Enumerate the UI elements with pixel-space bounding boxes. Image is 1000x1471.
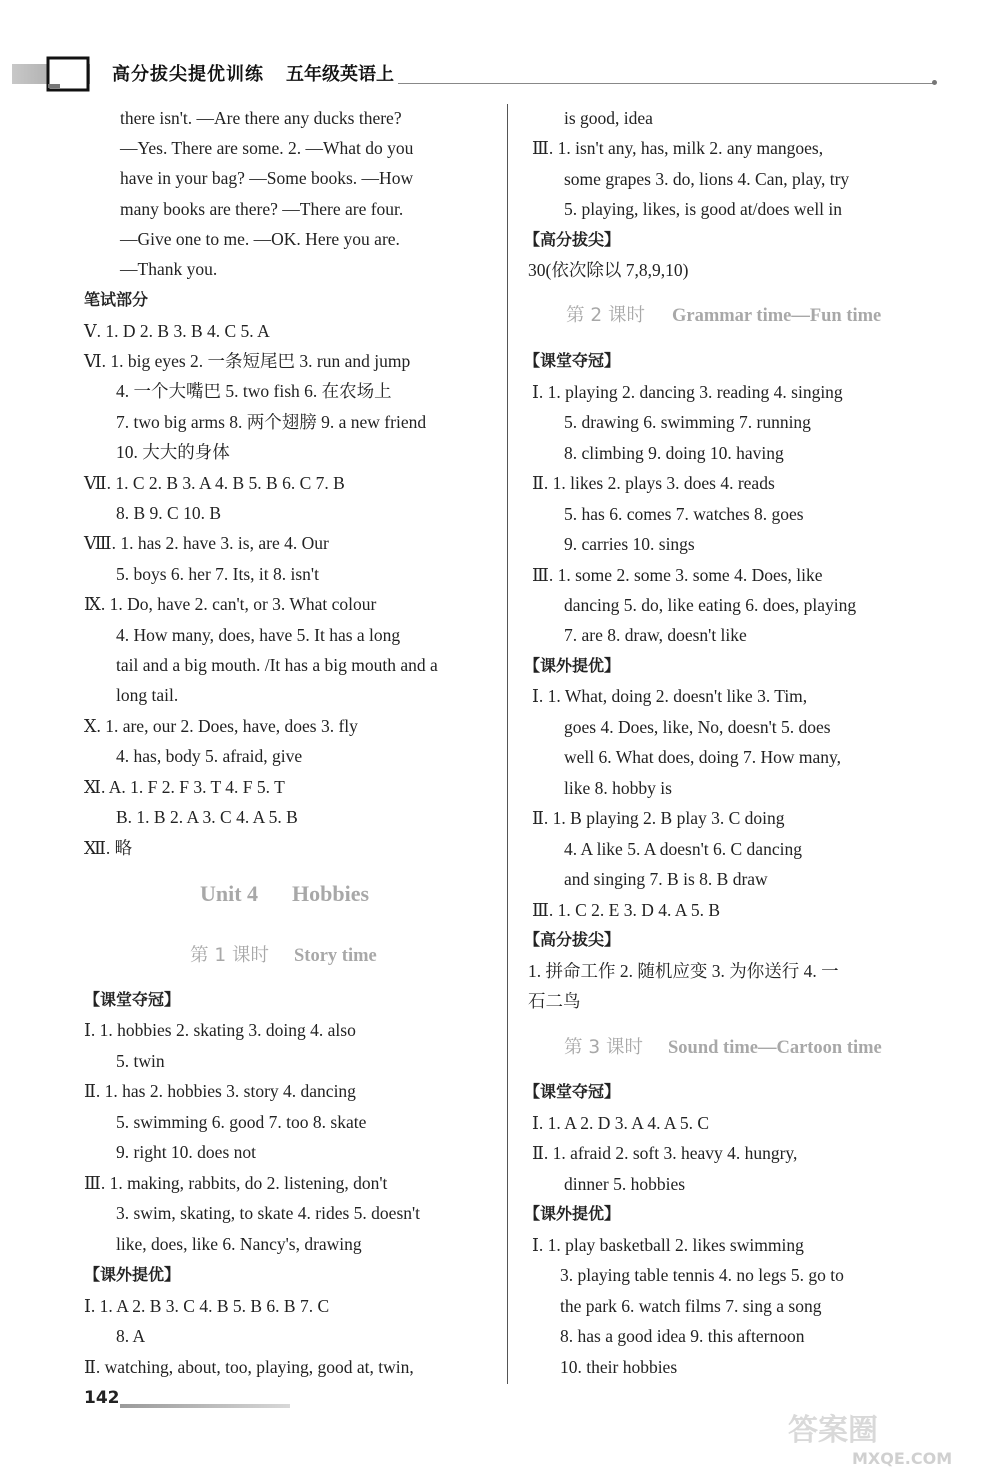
answer-line: Ⅰ. 1. playing 2. dancing 3. reading 4. singing (532, 382, 843, 402)
answer-line: 10. 大大的身体 (116, 442, 230, 462)
answer-line: 4. 一个大嘴巴 5. two fish 6. 在农场上 (116, 381, 392, 401)
answer-line: Ⅰ. 1. What, doing 2. doesn't like 3. Tim, (532, 686, 808, 706)
answer-line: Ⅰ. 1. play basketball 2. likes swimming (532, 1235, 804, 1255)
book-corner-icon (46, 56, 90, 92)
answer-line: 5. playing, likes, is good at/does well in (564, 199, 843, 219)
answer-line: 8. B 9. C 10. B (116, 503, 222, 523)
answer-line: B. 1. B 2. A 3. C 4. A 5. B (116, 807, 298, 827)
answer-line: 5. drawing 6. swimming 7. running (564, 412, 811, 432)
answer-line: 7. are 8. draw, doesn't like (564, 625, 747, 645)
answer-line: Ⅶ. 1. C 2. B 3. A 4. B 5. B 6. C 7. B (84, 473, 345, 493)
answer-line: Ⅲ. 1. making, rabbits, do 2. listening, don't (84, 1173, 388, 1193)
page-header (0, 52, 1000, 96)
header-rule (398, 83, 934, 84)
answer-line: 4. How many, does, have 5. It has a long (116, 625, 401, 645)
answer-line: —Yes. There are some. 2. —What do you (120, 138, 414, 158)
answer-line: 3. swim, skating, to skate 4. rides 5. doesn't (116, 1203, 421, 1223)
answer-line: 10. their hobbies (560, 1357, 678, 1377)
answer-line: Ⅰ. 1. A 2. B 3. C 4. B 5. B 6. B 7. C (84, 1296, 330, 1316)
answer-line: some grapes 3. do, lions 4. Can, play, try (564, 169, 850, 189)
section-heading-extra: 【课外提优】 (524, 656, 621, 675)
answer-line: many books are there? —There are four. (120, 199, 404, 219)
answer-line: 7. two big arms 8. 两个翅膀 9. a new friend (116, 412, 427, 432)
answer-line: 3. playing table tennis 4. no legs 5. go to (560, 1265, 844, 1285)
answer-line: Ⅸ. 1. Do, have 2. can't, or 3. What colour (84, 594, 377, 614)
section-heading-classroom: 【课堂夺冠】 (84, 990, 181, 1009)
answer-line: dancing 5. do, like eating 6. does, playing (564, 595, 857, 615)
answer-line: Ⅲ. 1. isn't any, has, milk 2. any mangoes, (532, 138, 824, 158)
section-heading-extra: 【课外提优】 (524, 1204, 621, 1223)
answer-line: 4. has, body 5. afraid, give (116, 746, 303, 766)
answer-line: 5. boys 6. her 7. Its, it 8. isn't (116, 564, 319, 584)
answer-line: have in your bag? —Some books. —How (120, 168, 414, 188)
section-heading-written: 笔试部分 (84, 290, 149, 309)
answer-line: 5. twin (116, 1051, 165, 1071)
watermark-text: 答案圈 (788, 1413, 878, 1448)
answer-line: well 6. What does, doing 7. How many, (564, 747, 842, 767)
answer-line: 30(依次除以 7,8,9,10) (528, 260, 689, 280)
answer-line: Ⅰ. 1. hobbies 2. skating 3. doing 4. also (84, 1020, 356, 1040)
section-heading-classroom: 【课堂夺冠】 (524, 351, 621, 370)
answer-line: Ⅲ. 1. C 2. E 3. D 4. A 5. B (532, 900, 721, 920)
section-heading-extra: 【课外提优】 (84, 1265, 181, 1284)
answer-line: and singing 7. B is 8. B draw (564, 869, 768, 889)
answer-line: 8. climbing 9. doing 10. having (564, 443, 784, 463)
unit-title-number: Unit 4 (200, 881, 259, 906)
answer-line: the park 6. watch films 7. sing a song (560, 1296, 822, 1316)
watermark-url: MXQE.COM (852, 1449, 953, 1468)
answer-line: long tail. (116, 685, 179, 705)
answer-line: like, does, like 6. Nancy's, drawing (116, 1234, 362, 1254)
lesson-title: Grammar time—Fun time (672, 306, 882, 326)
answer-line: Ⅱ. watching, about, too, playing, good at, twin, (84, 1357, 414, 1377)
lesson-label: 第 2 课时 (566, 305, 646, 326)
answer-line: 8. has a good idea 9. this afternoon (560, 1326, 805, 1346)
answer-line: Ⅱ. 1. afraid 2. soft 3. heavy 4. hungry, (532, 1143, 798, 1163)
answer-line: —Thank you. (120, 259, 218, 279)
answer-line: tail and a big mouth. /It has a big mouth and a (116, 655, 438, 675)
answer-line: Ⅱ. 1. likes 2. plays 3. does 4. reads (532, 473, 775, 493)
answer-line: Ⅻ. 略 (84, 838, 133, 858)
lesson-label: 第 3 课时 (564, 1037, 644, 1058)
lesson-label: 第 1 课时 (190, 945, 270, 966)
answer-line: Ⅱ. 1. has 2. hobbies 3. story 4. dancing (84, 1081, 356, 1101)
answer-line: 9. right 10. does not (116, 1142, 256, 1162)
answer-line: 9. carries 10. sings (564, 534, 695, 554)
answer-line: 石二鸟 (528, 991, 581, 1011)
answer-line: Ⅷ. 1. has 2. have 3. is, are 4. Our (84, 533, 329, 553)
answer-line: like 8. hobby is (564, 778, 672, 798)
watermark-logo (782, 1408, 992, 1468)
answer-line: Ⅰ. 1. A 2. D 3. A 4. A 5. C (532, 1113, 710, 1133)
answer-line: Ⅲ. 1. some 2. some 3. some 4. Does, like (532, 565, 823, 585)
lesson-title: Sound time—Cartoon time (668, 1038, 882, 1058)
unit-title-name: Hobbies (292, 881, 370, 906)
answer-line: goes 4. Does, like, No, doesn't 5. does (564, 717, 831, 737)
header-rule-dot (932, 80, 937, 85)
answer-line: dinner 5. hobbies (564, 1174, 686, 1194)
answer-line: Ⅹ. 1. are, our 2. Does, have, does 3. fly (84, 716, 358, 736)
page-number: 142 (84, 1388, 120, 1408)
lesson-title: Story time (294, 946, 377, 966)
answer-line: 5. has 6. comes 7. watches 8. goes (564, 504, 804, 524)
section-heading-classroom: 【课堂夺冠】 (524, 1082, 621, 1101)
book-subtitle: 五年级英语上 (286, 64, 394, 85)
answer-line: there isn't. —Are there any ducks there? (120, 108, 402, 128)
answer-line: is good, idea (564, 108, 653, 128)
answer-line: Ⅴ. 1. D 2. B 3. B 4. C 5. A (84, 321, 270, 341)
answer-line: Ⅱ. 1. B playing 2. B play 3. C doing (532, 808, 785, 828)
answer-line: 1. 拼命工作 2. 随机应变 3. 为你送行 4. 一 (528, 961, 839, 981)
section-heading-top: 【高分拔尖】 (524, 230, 621, 249)
answer-line: 8. A (116, 1326, 146, 1346)
answer-line: Ⅺ. A. 1. F 2. F 3. T 4. F 5. T (84, 777, 285, 797)
answer-line: 4. A like 5. A doesn't 6. C dancing (564, 839, 802, 859)
answer-line: 5. swimming 6. good 7. too 8. skate (116, 1112, 367, 1132)
footer-decoration-bar (120, 1404, 290, 1408)
answer-line: —Give one to me. —OK. Here you are. (120, 229, 400, 249)
answer-line: Ⅵ. 1. big eyes 2. 一条短尾巴 3. run and jump (84, 351, 411, 371)
book-title: 高分拔尖提优训练 (112, 64, 264, 85)
section-heading-top: 【高分拔尖】 (524, 930, 621, 949)
column-divider (507, 104, 508, 1384)
